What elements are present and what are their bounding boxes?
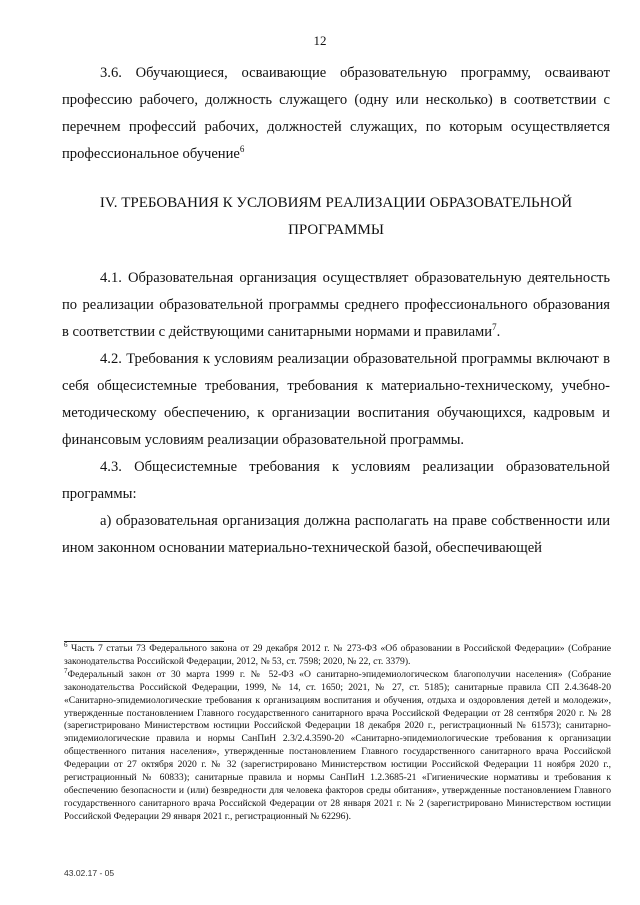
- paragraph-a: а) образовательная организация должна располагать на праве собственности или ином законном основании материально-технической базой, обеспечивающей: [62, 513, 610, 556]
- section-3-text: [62, 60, 610, 168]
- footnote-7-mark: 7: [64, 666, 68, 675]
- paragraph-3-6: [62, 60, 610, 168]
- footnote-6: [64, 640, 611, 669]
- footnote-7-text: Федеральный закон от 30 марта 1999 г. № 52-ФЗ «О санитарно-эпидемиологическом благополучии населения» (Собрание законодательства Российской Федерации, 1999, № 14, ст. 1650; 2021, № 27, ст. 5185); санитарные правила СП 2.4.3648-20 «Санитарно-эпидемиологические требования к организациям воспитания и обучения, отдыха и оздоровления детей и молодежи», утвержденные постановлением Главного государственного санитарного врача Российской Федерации от 28 сентября 2020 г. № 28 (зарегистрировано Министерством юстиции Российской Федерации 18 декабря 2020 г., регистрационный № 61573); санитарно-эпидемиологические правила и нормы СанПиН 2.3/2.4.3590-20 «Санитарно-эпидемиологические требования к организации общественного питания населения», утвержденные постановлением Главного государственного санитарного врача Российской Федерации от 27 октября 2020 г. № 32 (зарегистрировано Министерством юстиции Российской Федерации 11 ноября 2020 г., регистрационный № 60833); санитарные правила и нормы СанПиН 1.2.3685-21 «Гигиенические нормативы и требования к обеспечению безопасности и (или) безвредности для человека факторов среды обитания», утвержденные постановлением Главного государственного санитарного врача Российской Федерации от 28 января 2021 г. № 2 (зарегистрировано Министерством юстиции Российской Федерации 29 января 2021 г., регистрационный № 62296).: [64, 668, 611, 822]
- footnote-ref-7[interactable]: 7: [492, 322, 497, 333]
- footnote-6-mark: 6: [64, 640, 68, 649]
- paragraph-4-1-text: 4.1. Образовательная организация осуществляет образовательную деятельность по реализации образовательной программы среднего профессионального образования в соответствии с действующими санитарными нормами и правилами: [62, 270, 610, 340]
- paragraph-4-2: 4.2. Требования к условиям реализации образовательной программы включают в себя общесистемные требования, требования к материально-техническому, учебно-методическому обеспечению, к организации воспитания обучающихся, кадровым и финансовым условиям реализации образовательной программы.: [62, 351, 610, 448]
- document-code: 43.02.17 - 05: [64, 868, 115, 878]
- section-4-heading-line1: IV. ТРЕБОВАНИЯ К УСЛОВИЯМ РЕАЛИЗАЦИИ ОБРАЗОВАТЕЛЬНОЙ: [99, 195, 573, 211]
- section-4-heading-line2: ПРОГРАММЫ: [288, 222, 384, 238]
- paragraph-4-1: [62, 265, 610, 346]
- section-4-heading: [62, 190, 610, 244]
- paragraph-3-6-text: 3.6. Обучающиеся, осваивающие образовательную программу, осваивают профессию рабочего, должность служащего (одну или несколько) в соответствии с перечнем профессий рабочих, должностей служащих, по которым осуществляется профессиональное обучение: [62, 65, 610, 162]
- page-number: 12: [313, 33, 327, 48]
- footnote-7: [64, 666, 611, 824]
- footnote-separator: [64, 641, 224, 642]
- section-4-text: [62, 265, 610, 562]
- paragraph-4-3: 4.3. Общесистемные требования к условиям реализации образовательной программы:: [62, 459, 610, 502]
- footnote-ref-6[interactable]: 6: [239, 144, 245, 155]
- paragraph-4-1-end: .: [496, 324, 501, 340]
- footnotes: [64, 640, 611, 824]
- footnote-6-text: Часть 7 статьи 73 Федерального закона от 29 декабря 2012 г. № 273-ФЗ «Об образовании в Российской Федерации» (Собрание законодательства Российской Федерации, 2012, № 53, ст. 7598; 2020, № 22, ст. 3379).: [64, 643, 611, 667]
